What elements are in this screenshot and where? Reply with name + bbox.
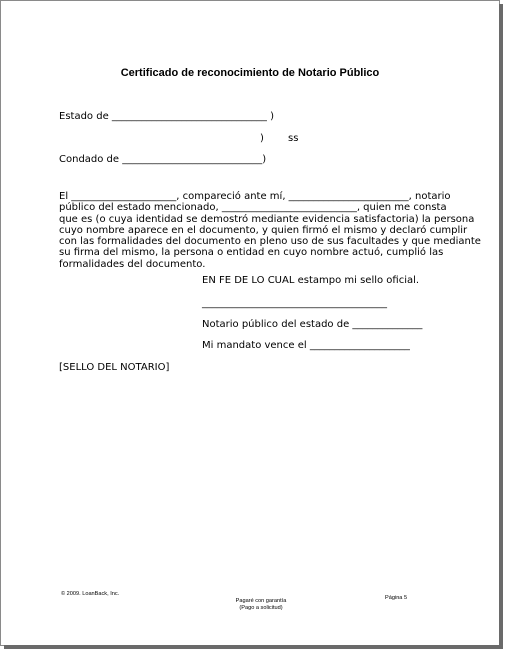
footer-doc-subtitle: (Pago a solicitud) — [239, 605, 283, 611]
state-line: Estado de _______________________________ ) — [59, 111, 274, 122]
commission-expires-line: Mi mandato vence el ____________________ — [202, 340, 410, 351]
footer-page-number: Página 5 — [385, 595, 408, 601]
document-title: Certificado de reconocimiento de Notario Público — [120, 67, 380, 79]
footer-copyright: © 2009. LoanBack, Inc. — [61, 591, 120, 597]
ss-label: ss — [288, 133, 299, 144]
paragraph-line: cuyo nombre aparece en el documento, y quien firmó el mismo y declaró cumplir — [59, 224, 468, 236]
paragraph-line: público del estado mencionado, ___________________________, quien me consta — [59, 202, 447, 214]
notary-state-line: Notario público del estado de ______________ — [202, 319, 423, 330]
in-witness-line: EN FE DE LO CUAL estampo mi sello oficial. — [202, 275, 420, 286]
county-line: Condado de ____________________________) — [59, 154, 267, 165]
footer-doc-title: Pagaré con garantía — [235, 598, 287, 604]
notary-seal-label: [SELLO DEL NOTARIO] — [59, 362, 170, 373]
paragraph-line: que es (o cuya identidad se demostró mediante evidencia satisfactoria) la persona — [59, 213, 475, 225]
acknowledgment-paragraph — [59, 191, 481, 270]
page-shadow-bottom — [4, 645, 503, 649]
page-shadow-right — [499, 4, 503, 648]
paragraph-line: formalidades del documento. — [59, 258, 206, 270]
signature-line: _____________________________________ — [202, 298, 387, 309]
paragraph-line: con las formalidades del documento en pleno uso de sus facultades y que mediante — [59, 236, 481, 248]
ss-paren: ) — [260, 133, 264, 144]
paragraph-line: su firma del mismo, la persona o entidad en cuyo nombre actuó, cumplió las — [59, 247, 444, 259]
paragraph-line: El _____________________, compareció ante mí, ________________________, notario — [59, 191, 451, 202]
